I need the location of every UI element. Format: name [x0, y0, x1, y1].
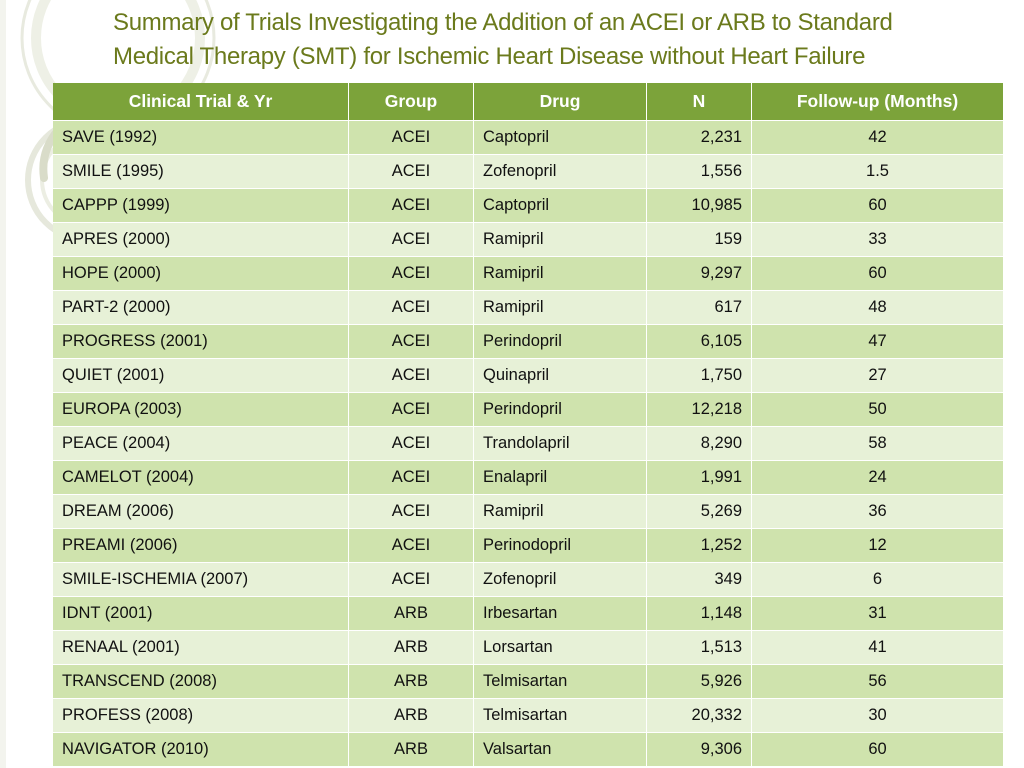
cell-drug: Lorsartan	[474, 631, 647, 665]
cell-group: ACEI	[349, 291, 474, 325]
cell-follow-up: 24	[752, 461, 1004, 495]
cell-n: 1,750	[647, 359, 752, 393]
cell-n: 1,148	[647, 597, 752, 631]
cell-trial: SMILE-ISCHEMIA (2007)	[53, 563, 349, 597]
cell-drug: Trandolapril	[474, 427, 647, 461]
cell-trial: PREAMI (2006)	[53, 529, 349, 563]
cell-follow-up: 56	[752, 665, 1004, 699]
cell-trial: PEACE (2004)	[53, 427, 349, 461]
table-row	[53, 733, 1003, 767]
cell-trial: SAVE (1992)	[53, 121, 349, 155]
cell-drug: Irbesartan	[474, 597, 647, 631]
table-row	[53, 257, 1003, 291]
cell-n: 9,297	[647, 257, 752, 291]
cell-group: ACEI	[349, 189, 474, 223]
cell-group: ACEI	[349, 257, 474, 291]
header-row	[53, 83, 1003, 121]
slide-title	[113, 6, 1003, 74]
cell-group: ARB	[349, 699, 474, 733]
cell-drug: Telmisartan	[474, 665, 647, 699]
table-row	[53, 427, 1003, 461]
cell-n: 1,556	[647, 155, 752, 189]
cell-drug: Quinapril	[474, 359, 647, 393]
cell-follow-up: 41	[752, 631, 1004, 665]
cell-trial: QUIET (2001)	[53, 359, 349, 393]
cell-drug: Zofenopril	[474, 563, 647, 597]
header-clinical-trial: Clinical Trial & Yr	[53, 83, 349, 121]
cell-group: ACEI	[349, 223, 474, 257]
cell-n: 2,231	[647, 121, 752, 155]
cell-follow-up: 12	[752, 529, 1004, 563]
cell-group: ACEI	[349, 359, 474, 393]
cell-drug: Enalapril	[474, 461, 647, 495]
cell-group: ACEI	[349, 393, 474, 427]
cell-drug: Captopril	[474, 121, 647, 155]
cell-group: ACEI	[349, 563, 474, 597]
cell-follow-up: 36	[752, 495, 1004, 529]
table-row	[53, 563, 1003, 597]
cell-trial: EUROPA (2003)	[53, 393, 349, 427]
cell-n: 5,926	[647, 665, 752, 699]
header-n: N	[647, 83, 752, 121]
cell-drug: Ramipril	[474, 223, 647, 257]
cell-trial: CAMELOT (2004)	[53, 461, 349, 495]
cell-group: ARB	[349, 733, 474, 767]
table-row	[53, 121, 1003, 155]
header-group: Group	[349, 83, 474, 121]
table-row	[53, 495, 1003, 529]
cell-follow-up: 47	[752, 325, 1004, 359]
table-row	[53, 189, 1003, 223]
title-line-1: Summary of Trials Investigating the Addition of an ACEI or ARB to Standard	[113, 9, 893, 36]
cell-follow-up: 58	[752, 427, 1004, 461]
cell-trial: RENAAL (2001)	[53, 631, 349, 665]
cell-drug: Telmisartan	[474, 699, 647, 733]
cell-n: 617	[647, 291, 752, 325]
cell-n: 20,332	[647, 699, 752, 733]
table-body	[53, 121, 1003, 767]
cell-follow-up: 27	[752, 359, 1004, 393]
cell-n: 1,252	[647, 529, 752, 563]
cell-follow-up: 60	[752, 257, 1004, 291]
cell-group: ARB	[349, 665, 474, 699]
cell-follow-up: 31	[752, 597, 1004, 631]
cell-n: 1,513	[647, 631, 752, 665]
cell-follow-up: 60	[752, 733, 1004, 767]
cell-trial: APRES (2000)	[53, 223, 349, 257]
cell-follow-up: 50	[752, 393, 1004, 427]
table-row	[53, 155, 1003, 189]
cell-drug: Ramipril	[474, 291, 647, 325]
title-line-2: Medical Therapy (SMT) for Ischemic Heart Disease without Heart Failure	[113, 43, 866, 70]
cell-drug: Perindopril	[474, 393, 647, 427]
table-row	[53, 529, 1003, 563]
table-row	[53, 665, 1003, 699]
table-row	[53, 631, 1003, 665]
cell-drug: Ramipril	[474, 257, 647, 291]
cell-group: ARB	[349, 597, 474, 631]
cell-group: ACEI	[349, 427, 474, 461]
cell-drug: Zofenopril	[474, 155, 647, 189]
cell-n: 5,269	[647, 495, 752, 529]
cell-trial: HOPE (2000)	[53, 257, 349, 291]
cell-follow-up: 42	[752, 121, 1004, 155]
cell-group: ACEI	[349, 155, 474, 189]
cell-follow-up: 48	[752, 291, 1004, 325]
cell-n: 12,218	[647, 393, 752, 427]
cell-n: 159	[647, 223, 752, 257]
cell-drug: Perinodopril	[474, 529, 647, 563]
table-row	[53, 699, 1003, 733]
table-row	[53, 325, 1003, 359]
cell-trial: TRANSCEND (2008)	[53, 665, 349, 699]
table-row	[53, 223, 1003, 257]
cell-trial: IDNT (2001)	[53, 597, 349, 631]
cell-n: 10,985	[647, 189, 752, 223]
cell-group: ACEI	[349, 495, 474, 529]
header-follow-up: Follow-up (Months)	[752, 83, 1004, 121]
cell-n: 349	[647, 563, 752, 597]
cell-follow-up: 6	[752, 563, 1004, 597]
cell-trial: PART-2 (2000)	[53, 291, 349, 325]
cell-follow-up: 60	[752, 189, 1004, 223]
table-row	[53, 461, 1003, 495]
cell-drug: Perindopril	[474, 325, 647, 359]
cell-drug: Captopril	[474, 189, 647, 223]
table-row	[53, 597, 1003, 631]
cell-trial: SMILE (1995)	[53, 155, 349, 189]
cell-trial: DREAM (2006)	[53, 495, 349, 529]
cell-n: 6,105	[647, 325, 752, 359]
cell-group: ACEI	[349, 121, 474, 155]
table-header	[53, 83, 1003, 121]
cell-group: ACEI	[349, 461, 474, 495]
trials-table	[53, 83, 1003, 766]
cell-group: ACEI	[349, 325, 474, 359]
table-row	[53, 291, 1003, 325]
table-row	[53, 359, 1003, 393]
cell-follow-up: 30	[752, 699, 1004, 733]
cell-n: 1,991	[647, 461, 752, 495]
cell-trial: PROGRESS (2001)	[53, 325, 349, 359]
cell-trial: PROFESS (2008)	[53, 699, 349, 733]
cell-trial: CAPPP (1999)	[53, 189, 349, 223]
cell-group: ARB	[349, 631, 474, 665]
cell-drug: Ramipril	[474, 495, 647, 529]
cell-n: 9,306	[647, 733, 752, 767]
header-drug: Drug	[474, 83, 647, 121]
cell-drug: Valsartan	[474, 733, 647, 767]
table-row	[53, 393, 1003, 427]
cell-group: ACEI	[349, 529, 474, 563]
cell-follow-up: 1.5	[752, 155, 1004, 189]
cell-n: 8,290	[647, 427, 752, 461]
cell-trial: NAVIGATOR (2010)	[53, 733, 349, 767]
cell-follow-up: 33	[752, 223, 1004, 257]
